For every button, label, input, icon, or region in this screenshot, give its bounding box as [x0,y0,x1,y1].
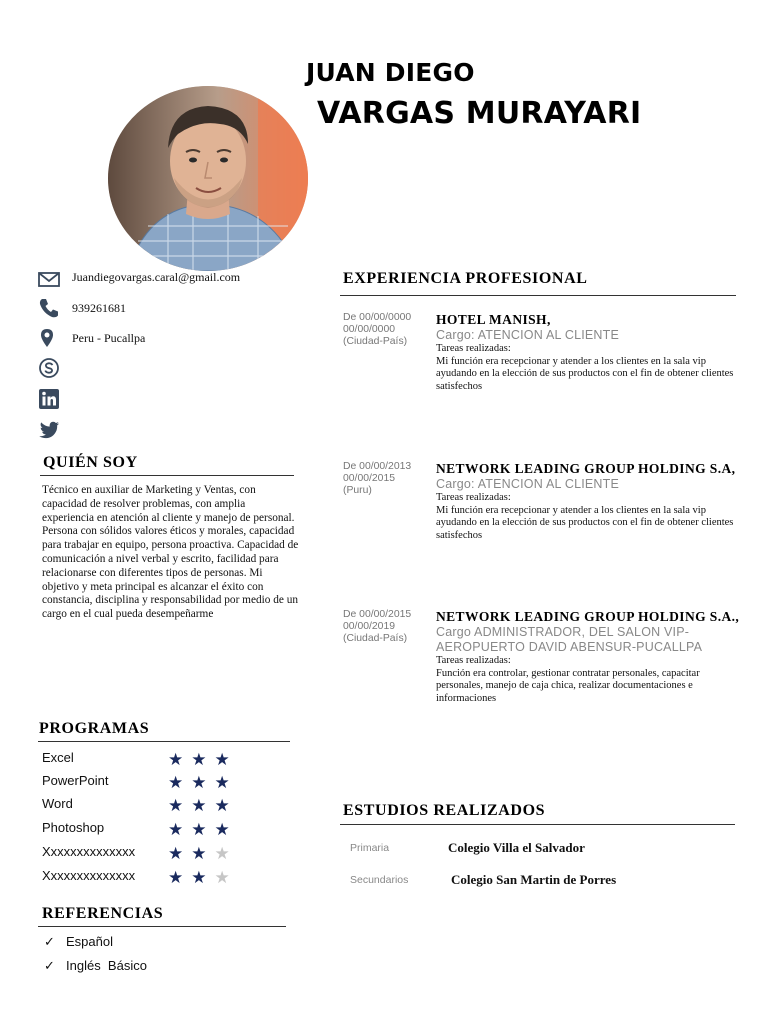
program-label: Excel [42,750,74,765]
rating-stars: ★★★ [168,820,238,839]
experience-title: EXPERIENCIA PROFESIONAL [343,270,588,287]
job-body [436,461,741,542]
experience-divider [340,295,736,296]
reference-label: Inglés Básico [66,958,147,973]
reference-label: Español [66,934,113,949]
job-place: (Puru) [343,485,372,496]
check-icon: ✓ [44,934,55,949]
program-row [42,773,292,793]
job-body [436,312,741,393]
education-row [343,840,733,860]
job-cargo: Cargo: ATENCION AL CLIENTE [436,328,620,342]
date-from: De 00/00/2015 [343,609,412,620]
job-place: (Ciudad-País) [343,633,408,644]
email-text[interactable]: Juandiegovargas.caral@gmail.com [72,270,241,284]
job-cargo: Cargo ADMINISTRADOR, DEL SALON VIP-AEROPUERTO DAVID ABENSUR-PUCALLPA [436,625,703,654]
skype-icon[interactable] [38,357,60,379]
job-dates [343,609,433,645]
date-to: 00/00/0000 [343,324,396,335]
school-name: Colegio Villa el Salvador [448,840,585,855]
programs-divider [38,741,290,742]
references-title: REFERENCIAS [42,905,164,922]
program-row [42,820,292,840]
phone-icon [38,297,60,319]
reference-item [44,958,147,974]
job-body [436,609,741,705]
last-name: VARGAS MURAYARI [317,96,642,131]
references-divider [38,926,286,927]
job-tasks-label: Tareas realizadas: [436,343,511,354]
profile-photo [108,86,308,271]
program-row [42,844,292,864]
linkedin-icon[interactable] [38,388,60,410]
job-tasks-label: Tareas realizadas: [436,655,511,666]
rating-stars: ★★★ [168,796,238,815]
education-level: Secundarios [350,874,409,886]
job-description: Función era controlar, gestionar contratar personales, capacitar personales, manejo de caja chica, realizar documentaciones e informaciones [436,667,700,704]
education-divider [340,824,735,825]
education-row [343,872,733,892]
school-name: Colegio San Martin de Porres [451,872,617,887]
program-row [42,796,292,816]
location-text: Peru - Pucallpa [72,331,146,345]
job-description: Mi función era recepcionar y atender a los clientes en la sala vip ayudando en la elección de sus productos con el fin de obtener clientes satisfechos [436,504,734,541]
date-to: 00/00/2015 [343,473,396,484]
location-pin-icon [38,328,60,350]
about-title: QUIÉN SOY [43,454,138,471]
company-name: HOTEL MANISH, [436,312,551,327]
program-label: Word [42,796,73,811]
check-icon: ✓ [44,958,55,973]
job-dates [343,312,433,348]
programs-title: PROGRAMAS [39,720,150,737]
rating-stars: ★★★ [168,868,238,887]
rating-stars: ★★★ [168,773,238,792]
program-label: Xxxxxxxxxxxxxx [42,844,136,859]
education-title: ESTUDIOS REALIZADOS [343,802,546,819]
twitter-icon[interactable] [38,419,60,441]
job-place: (Ciudad-País) [343,336,408,347]
program-label: Photoshop [42,820,105,835]
date-from: De 00/00/2013 [343,461,412,472]
education-level: Primaria [350,842,390,854]
company-name: NETWORK LEADING GROUP HOLDING S.A., [436,609,740,624]
about-text: Técnico en auxiliar de Marketing y Ventas, con capacidad de resolver problemas, con amplia experiencia en atención al cliente y manejo de personal. Persona con sólidos valores éticos y morales, capacidad para trabajar en equipo, persona proactiva. Capacidad de comunicación a nivel verbal y escrito, facilidad para relacionarse con diferentes tipos de personas. Mi objetivo y meta principal es alcanzar el éxito con constancia, disciplina y responsabilidad por medio de un cargo en el cual pueda desempeñarme [42,484,299,621]
job-description: Mi función era recepcionar y atender a los clientes en la sala vip ayudando en la elección de sus productos con el fin de obtener clientes satisfechos [436,355,734,392]
mail-icon [38,268,60,290]
reference-item [44,934,113,950]
rating-stars: ★★★ [168,750,238,769]
job-dates [343,461,433,497]
first-name: JUAN DIEGO [306,58,475,87]
rating-stars: ★★★ [168,844,238,863]
program-row [42,868,292,888]
date-from: De 00/00/0000 [343,312,412,323]
job-tasks-label: Tareas realizadas: [436,492,511,503]
portrait-image [108,86,308,271]
company-name: NETWORK LEADING GROUP HOLDING S.A, [436,461,736,476]
phone-text: 939261681 [72,301,126,315]
about-divider [40,475,294,476]
program-label: PowerPoint [42,773,109,788]
date-to: 00/00/2019 [343,621,396,632]
job-cargo: Cargo: ATENCION AL CLIENTE [436,477,620,491]
program-row [42,750,292,770]
program-label: Xxxxxxxxxxxxxx [42,868,136,883]
